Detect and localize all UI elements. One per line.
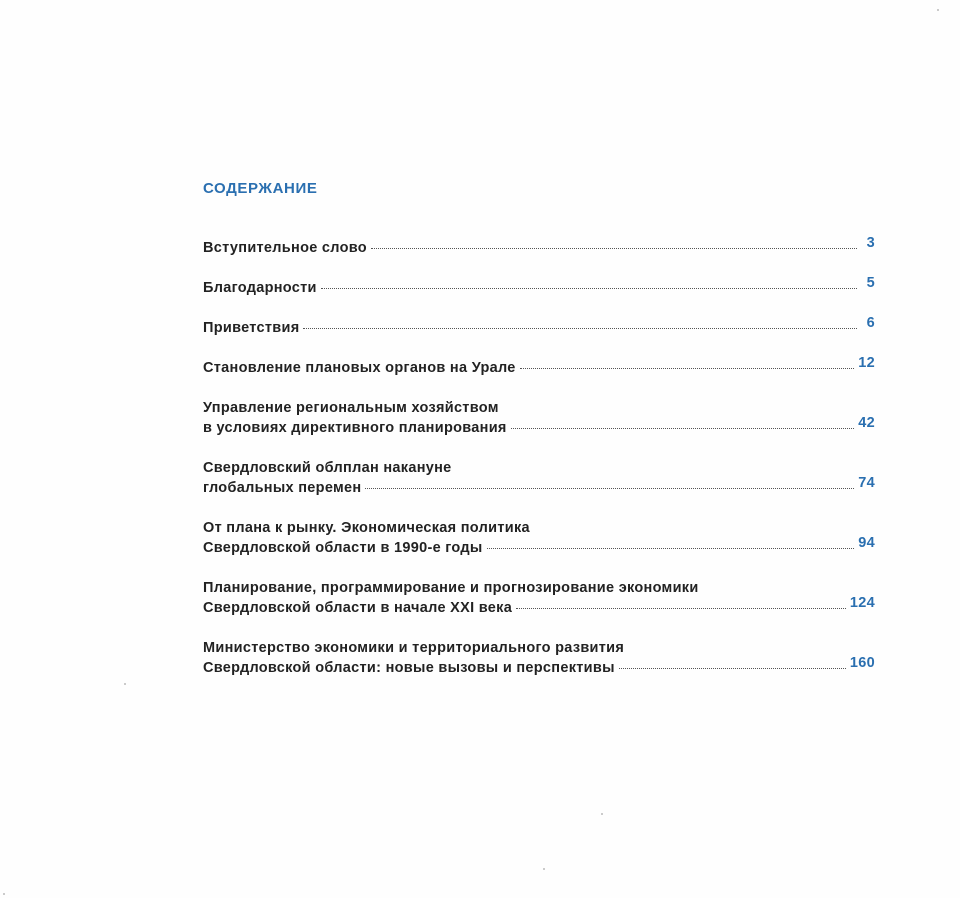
toc-entry[interactable] <box>203 398 875 438</box>
toc-page-number: 12 <box>858 355 875 371</box>
toc-entry[interactable] <box>203 638 875 678</box>
dot-leader <box>487 548 855 549</box>
dot-leader <box>520 368 855 369</box>
toc-entry-title-line: Министерство экономики и территориального развития <box>203 640 625 656</box>
toc-entry-title: Приветствия <box>203 320 300 336</box>
scan-speck <box>543 868 545 870</box>
toc-entry-last-line <box>203 235 875 258</box>
toc-page-number: 3 <box>866 235 875 251</box>
toc-page-number: 74 <box>858 475 875 491</box>
toc-page-number: 94 <box>858 535 875 551</box>
scan-speck <box>937 9 939 11</box>
toc-entry-title-line: Свердловский облплан накануне <box>203 460 452 476</box>
toc-entry[interactable] <box>203 315 875 338</box>
toc-entry[interactable] <box>203 518 875 558</box>
scan-speck <box>3 893 5 895</box>
dot-leader <box>619 668 846 669</box>
dot-leader <box>321 288 857 289</box>
toc-page-number: 124 <box>849 595 875 611</box>
toc-entry-last-line <box>203 315 875 338</box>
toc-entry-title: Свердловской области в начале XXI века <box>203 600 513 616</box>
toc-entry-title-line: От плана к рынку. Экономическая политика <box>203 520 530 536</box>
dot-leader <box>516 608 846 609</box>
scan-speck <box>124 683 126 685</box>
toc-entry[interactable] <box>203 275 875 298</box>
toc-entry-title: глобальных перемен <box>203 480 362 496</box>
toc-entry-last-line <box>203 355 875 378</box>
toc-entry-title-line: Планирование, программирование и прогнозирование экономики <box>203 580 699 596</box>
toc-entry-title-line: Управление региональным хозяйством <box>203 400 499 416</box>
toc-entry[interactable] <box>203 578 875 618</box>
toc-entry[interactable] <box>203 355 875 378</box>
toc-entry-title: Свердловской области: новые вызовы и перспективы <box>203 660 615 676</box>
toc-entry-last-line <box>203 415 875 438</box>
toc-entry[interactable] <box>203 235 875 258</box>
toc-entry-title: в условиях директивного планирования <box>203 420 507 436</box>
dot-leader <box>365 488 854 489</box>
page-title: СОДЕРЖАНИЕ <box>203 180 318 197</box>
toc-entry-last-line <box>203 595 875 618</box>
dot-leader <box>511 428 855 429</box>
dot-leader <box>303 328 857 329</box>
toc-page-number: 42 <box>858 415 875 431</box>
toc-entry-title: Становление плановых органов на Урале <box>203 360 516 376</box>
toc-entry-last-line <box>203 655 875 678</box>
toc-entry-last-line <box>203 275 875 298</box>
dot-leader <box>371 248 857 249</box>
toc-entry-title: Вступительное слово <box>203 240 367 256</box>
toc-page-number: 5 <box>866 275 875 291</box>
toc-page-number: 6 <box>866 315 875 331</box>
toc-entry-title: Благодарности <box>203 280 317 296</box>
toc-page-number: 160 <box>849 655 875 671</box>
toc-entry-last-line <box>203 535 875 558</box>
toc-entry-title: Свердловской области в 1990-е годы <box>203 540 483 556</box>
toc-entry[interactable] <box>203 458 875 498</box>
toc-entry-last-line <box>203 475 875 498</box>
scan-speck <box>601 813 603 815</box>
